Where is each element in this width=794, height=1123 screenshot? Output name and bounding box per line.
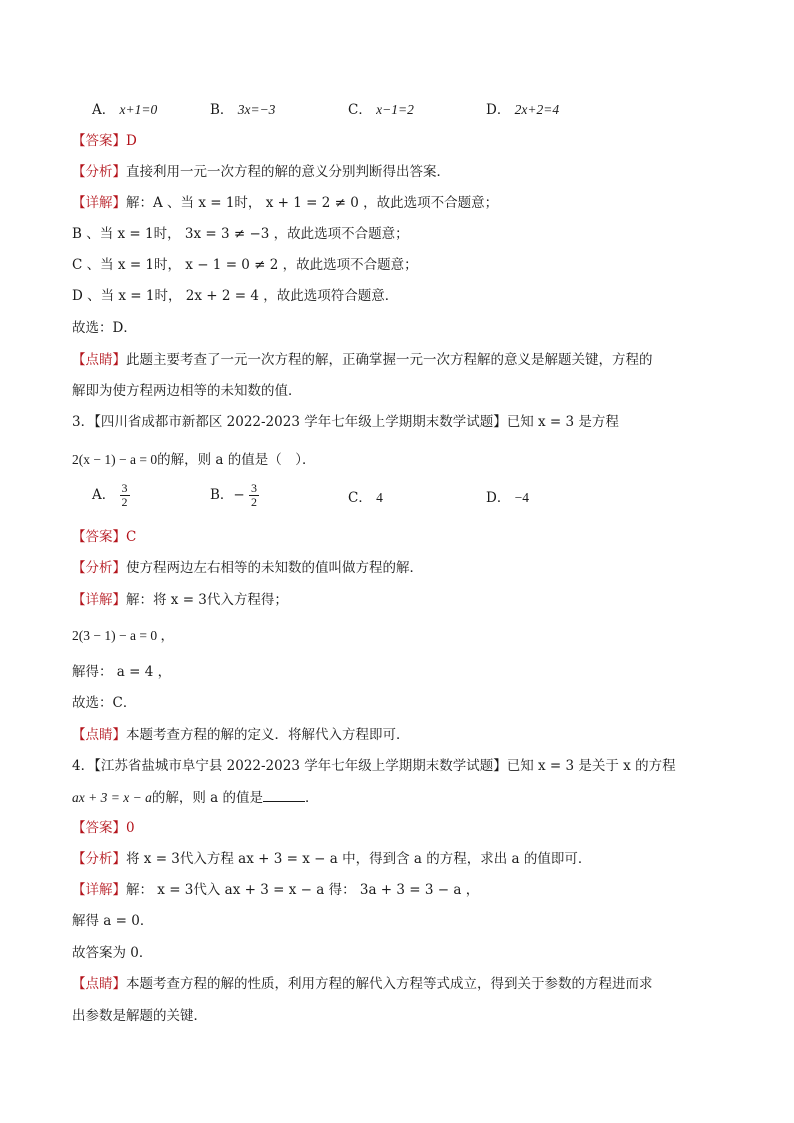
q4-step-1: 解得 a = 0．	[72, 913, 154, 929]
q2-analysis: 【分析】直接利用一元一次方程的解的意义分别判断得出答案．	[72, 164, 450, 180]
q2-comment-cont: 解即为使方程两边相等的未知数的值．	[72, 383, 302, 399]
q4-detail: 【详解】解： x = 3代入 ax + 3 = x − a 得： 3a + 3 = 3 − a ，	[72, 882, 480, 898]
q4-comment: 【点睛】本题考查方程的解的性质，利用方程的解代入方程等式成立，得到关于参数的方程进而求	[72, 976, 653, 992]
q2-choose: 故选：D．	[72, 320, 137, 336]
q2-detail-d: D 、当 x = 1时， 2x + 2 = 4 ，故此选项符合题意．	[72, 288, 399, 304]
q4-stem: 4．【江苏省盐城市阜宁县 2022-2023 学年七年级上学期期末数学试题】已知 x = 3 是关于 x 的方程	[72, 758, 676, 774]
q4-answer: 【答案】0	[72, 820, 135, 836]
fraction: $\frac{3}{2}$	[121, 481, 128, 509]
q2-option-b: B． 3x=−3	[210, 102, 276, 118]
q3-option-c: C． 4	[348, 490, 383, 506]
q2-option-c: C． x−1=2	[348, 102, 414, 118]
q4-analysis: 【分析】将 x = 3代入方程 ax + 3 = x − a 中，得到含 a 的方程，求出 a 的值即可．	[72, 851, 592, 867]
q3-option-d: D． −4	[486, 490, 529, 506]
fraction: $\frac{3}{2}$	[251, 481, 258, 509]
q3-stem: 3．【四川省成都市新都区 2022-2023 学年七年级上学期期末数学试题】已知 x = 3 是方程	[72, 414, 619, 430]
q3-stem-cont: 2(x − 1) − a = 0的解，则 a 的值是（ ）．	[72, 452, 316, 468]
q4-comment-cont: 出参数是解题的关键．	[72, 1008, 207, 1024]
q3-step-2: 解得： a = 4 ，	[72, 664, 172, 680]
q4-final: 故答案为 0．	[72, 945, 153, 961]
q3-comment: 【点睛】本题考查方程的解的定义．将解代入方程即可．	[72, 727, 410, 743]
q4-stem-cont: ax + 3 = x − a的解，则 a 的值是 ．	[72, 787, 734, 808]
q2-detail-c: C 、当 x = 1时， x − 1 = 0 ≠ 2 ，故此选项不合题意；	[72, 257, 418, 273]
q2-option-d: D． 2x+2=4	[486, 102, 560, 118]
q2-detail-b: B 、当 x = 1时， 3x = 3 ≠ −3 ，故此选项不合题意；	[72, 226, 409, 242]
q2-comment: 【点睛】此题主要考查了一元一次方程的解，正确掌握一元一次方程解的意义是解题关键，方程的	[72, 352, 653, 368]
q3-option-a: A． $\frac{3}{2}$	[92, 481, 128, 509]
q3-step-1: 2(3 − 1) − a = 0 ，	[72, 628, 174, 643]
q3-detail: 【详解】解：将 x = 3代入方程得；	[72, 592, 288, 608]
q3-option-b: B．− $\frac{3}{2}$	[210, 481, 258, 509]
q3-choose: 故选：C．	[72, 695, 137, 711]
q3-analysis: 【分析】使方程两边左右相等的未知数的值叫做方程的解．	[72, 560, 423, 576]
answer-blank[interactable]	[263, 787, 305, 802]
q3-answer: 【答案】C	[72, 529, 137, 545]
q2-answer: 【答案】D	[72, 133, 137, 149]
q2-detail: 【详解】解：A 、当 x = 1时， x + 1 = 2 ≠ 0 ，故此选项不合题意；	[72, 195, 499, 211]
q2-option-a: A． x+1=0	[92, 102, 158, 118]
